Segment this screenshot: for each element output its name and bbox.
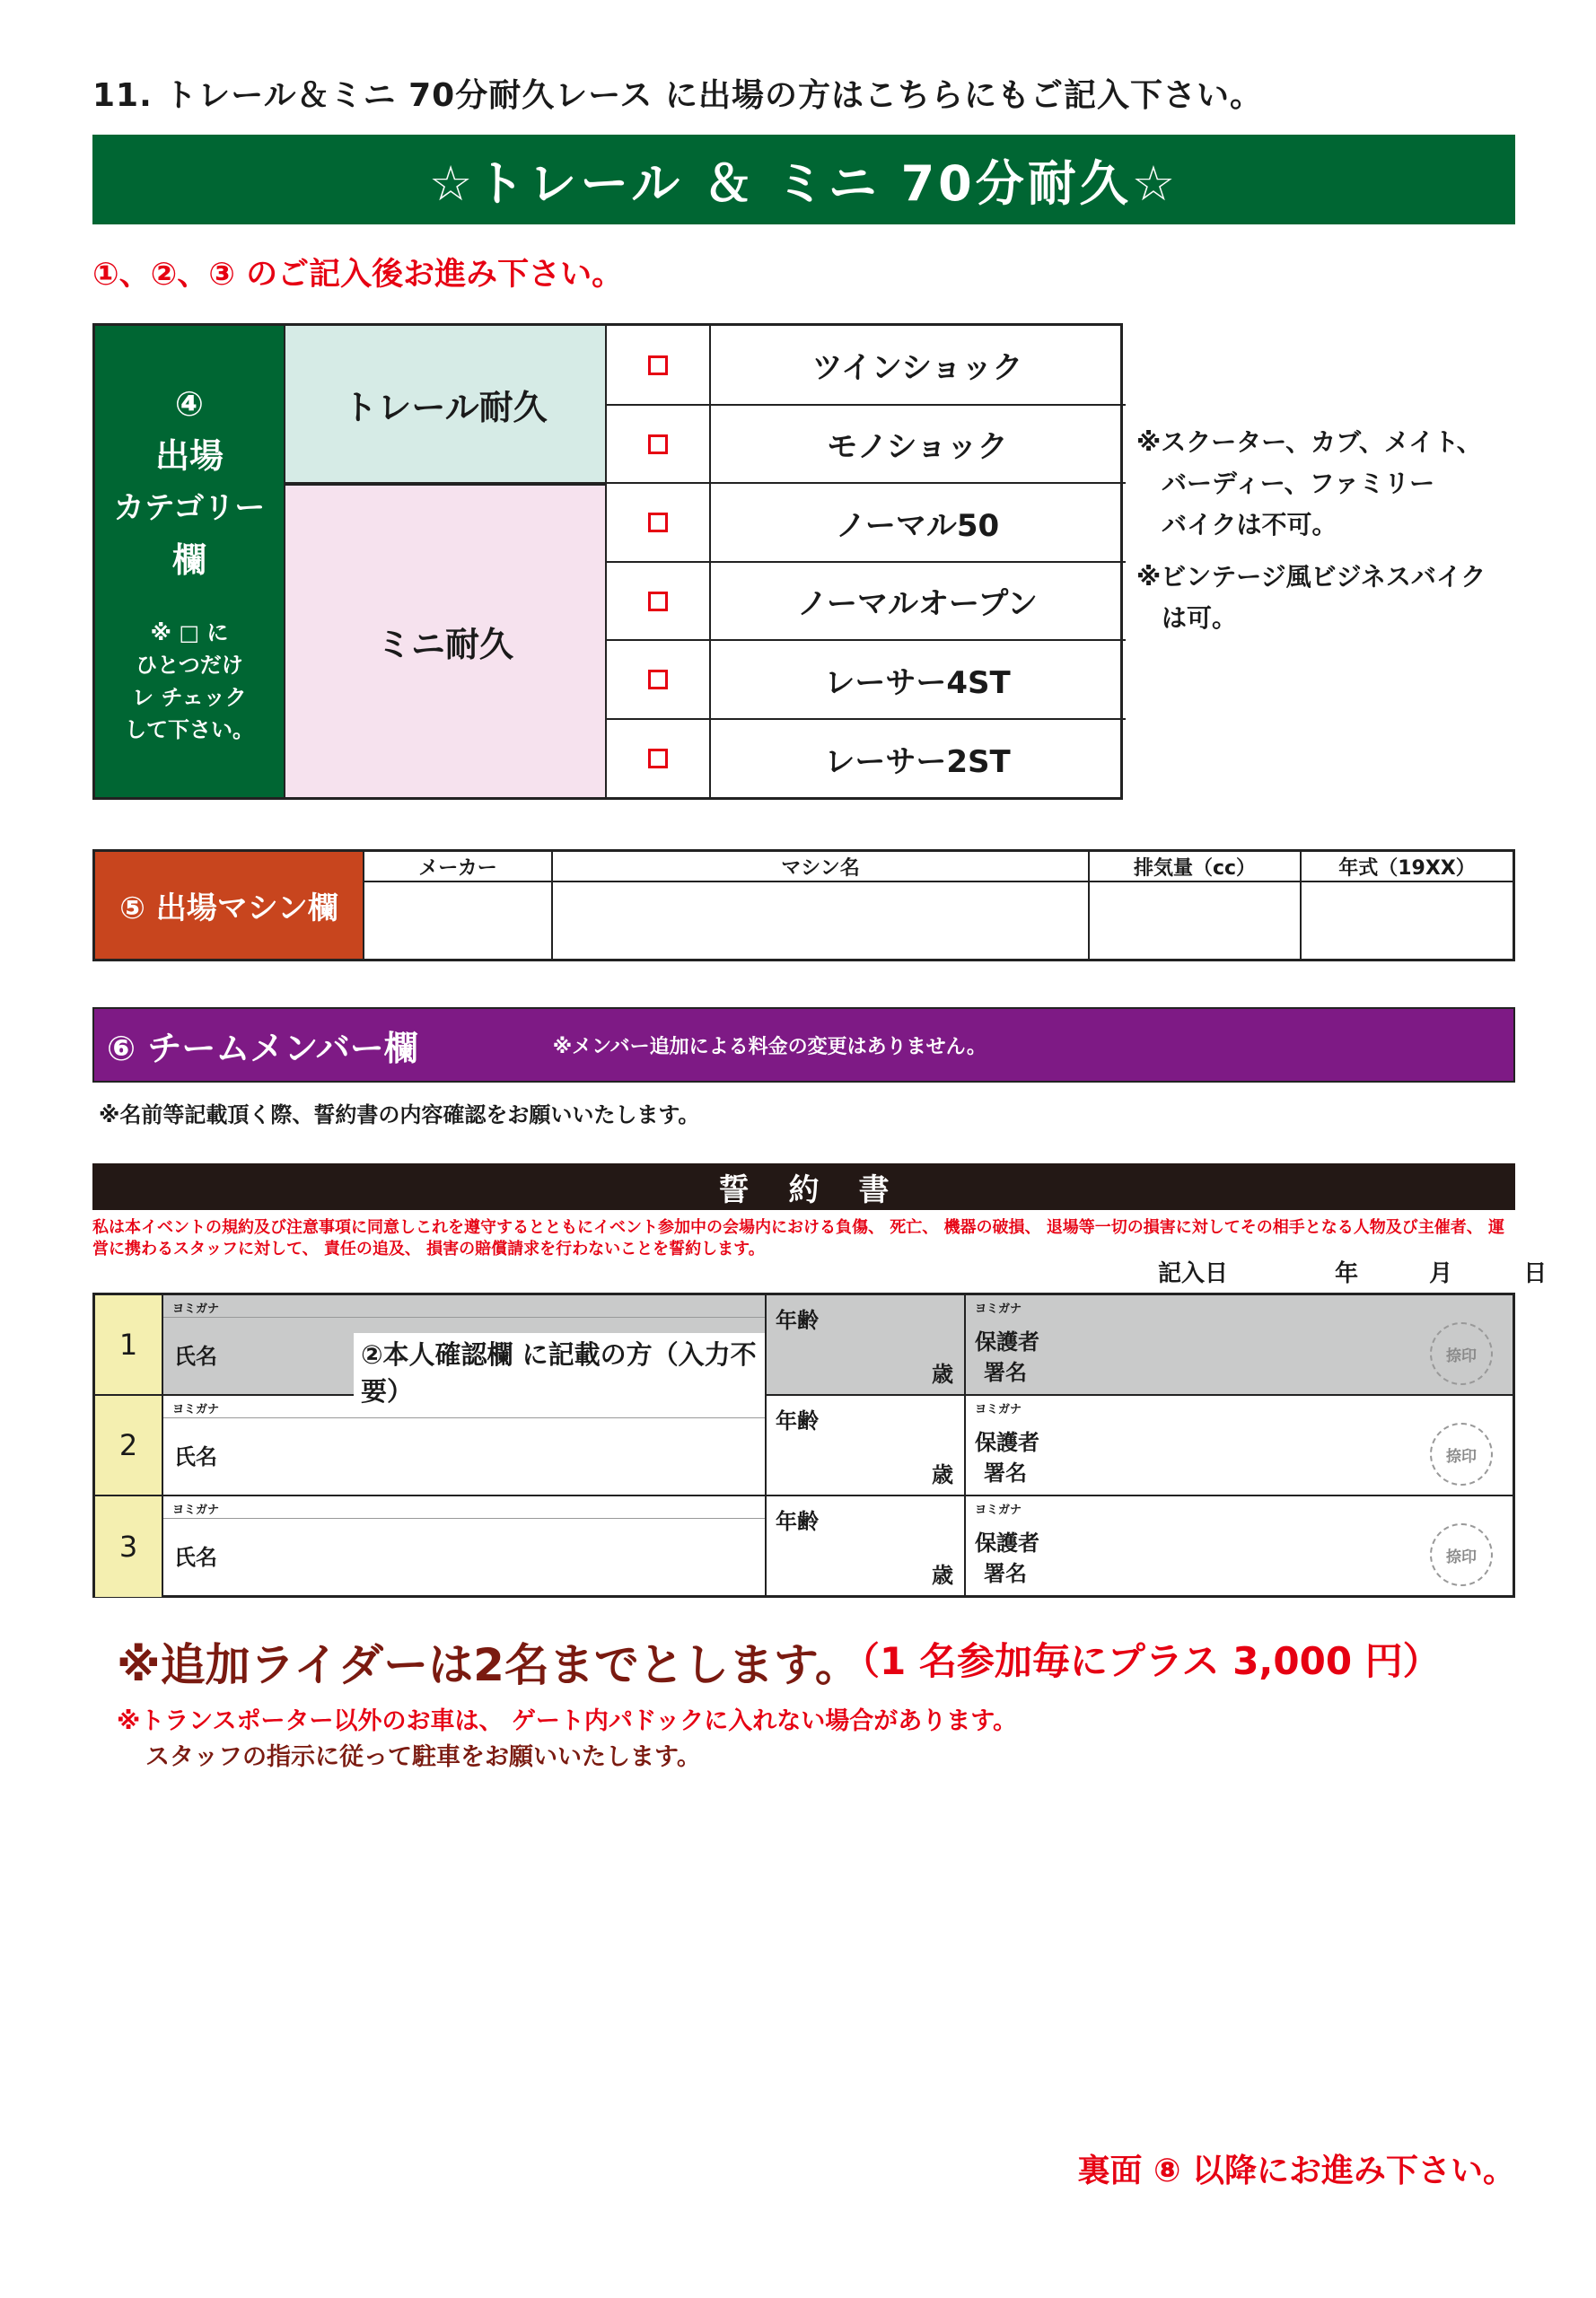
additional-rider-fee: （1 名参加毎にプラス 3,000 円） xyxy=(842,1639,1441,1683)
member-name-field[interactable]: ヨミガナ 氏名 ②本人確認欄 に記載の方（入力不要） xyxy=(163,1295,767,1394)
member-row-3 xyxy=(95,1496,1513,1597)
category-instruction: ※ □ に ひとつだけ レ チェック して下さい。 xyxy=(125,619,254,742)
category-number: ④ xyxy=(174,383,205,424)
guardian-signature-field[interactable]: ヨミガナ 保護者 署名 捺印 xyxy=(966,1396,1513,1495)
option-checkbox-3[interactable] xyxy=(607,482,711,563)
self-confirmation-note: ②本人確認欄 に記載の方（入力不要） xyxy=(354,1333,765,1410)
pledge-text: 私は本イベントの規約及び注意事項に同意しこれを遵守するとともにイベント参加中の会場内における負傷、 死亡、 機器の破損、 退場等一切の損害に対してその相手となる人物及び主催者、 運営に携わるスタッフに対して、 責任の追及、 損害の賠償請求を行わないことを誓約します。 xyxy=(92,1218,1505,1259)
category-title-1: 出場 xyxy=(154,435,224,476)
category-title-3: 欄 xyxy=(171,539,206,580)
option-checkbox-1[interactable] xyxy=(607,326,711,406)
continue-on-back-note: 裏面 ⑧ 以降にお進み下さい。 xyxy=(1077,2153,1515,2189)
member-age-field[interactable]: 年齢 歳 xyxy=(767,1295,966,1394)
additional-rider-limit: ※追加ライダーは2名までとします。 xyxy=(117,1639,860,1691)
machine-header: ⑤ 出場マシン欄 xyxy=(95,852,364,959)
option-label-2: モノショック xyxy=(709,404,1126,484)
member-row-2 xyxy=(95,1396,1513,1496)
machine-table xyxy=(92,849,1515,961)
guardian-signature-field[interactable]: ヨミガナ 保護者 署名 捺印 xyxy=(966,1496,1513,1597)
category-header xyxy=(95,326,285,797)
member-row-1 xyxy=(95,1295,1513,1407)
member-table xyxy=(92,1293,1515,1598)
option-label-5: レーサー4ST xyxy=(709,639,1126,720)
option-label-1: ツインショック xyxy=(709,326,1126,406)
member-number: 3 xyxy=(95,1496,163,1597)
option-label-4: ノーマルオープン xyxy=(709,561,1126,641)
option-checkbox-6[interactable] xyxy=(607,718,711,797)
pledge-title: 誓約書 xyxy=(92,1163,1515,1210)
mini-endurance-label: ミニ耐久 xyxy=(285,484,607,797)
displacement-field[interactable]: 排気量（cc） xyxy=(1090,852,1302,959)
team-member-header xyxy=(92,1007,1515,1083)
member-number: 2 xyxy=(95,1396,163,1495)
model-year-field[interactable]: 年式（19XX） xyxy=(1302,852,1513,959)
member-number: 1 xyxy=(95,1295,163,1394)
member-name-field[interactable]: ヨミガナ 氏名 xyxy=(163,1396,767,1495)
option-checkbox-4[interactable] xyxy=(607,561,711,641)
seal-stamp-icon: 捺印 xyxy=(1430,1423,1493,1486)
maker-field[interactable]: メーカー xyxy=(364,852,553,959)
option-label-3: ノーマル50 xyxy=(709,482,1126,563)
trail-endurance-label: トレール耐久 xyxy=(285,326,607,484)
section-heading: 11. トレール＆ミニ 70分耐久レース に出場の方はこちらにもご記入下さい。 xyxy=(92,77,1263,114)
name-entry-note: ※名前等記載頂く際、誓約書の内容確認をお願いいたします。 xyxy=(99,1102,700,1127)
team-note: ※メンバー追加による料金の変更はありません。 xyxy=(552,1035,987,1058)
category-side-notes: ※スクーター、カブ、メイト、 バーディー、ファミリー バイクは不可。 ※ビンテージ風ビジネスバイク は可。 xyxy=(1136,427,1486,633)
prerequisite-note: ①、②、③ のご記入後お進み下さい。 xyxy=(92,257,624,293)
option-label-6: レーサー2ST xyxy=(709,718,1126,797)
entry-date[interactable]: 記入日 年 月 日 xyxy=(1158,1260,1548,1287)
machine-name-field[interactable]: マシン名 xyxy=(553,852,1090,959)
parking-notes: ※トランスポーター以外のお車は、 ゲート内パドックに入れない場合があります。 スタッフの指示に従って駐車をお願いいたします。 xyxy=(117,1707,1018,1771)
seal-stamp-icon: 捺印 xyxy=(1430,1322,1493,1385)
seal-stamp-icon: 捺印 xyxy=(1430,1523,1493,1586)
option-checkbox-2[interactable] xyxy=(607,404,711,484)
category-table xyxy=(92,323,1123,800)
member-age-field[interactable]: 年齢 歳 xyxy=(767,1496,966,1597)
member-age-field[interactable]: 年齢 歳 xyxy=(767,1396,966,1495)
guardian-signature-field[interactable]: ヨミガナ 保護者 署名 捺印 xyxy=(966,1295,1513,1394)
member-name-field[interactable]: ヨミガナ 氏名 xyxy=(163,1496,767,1597)
team-title: ⑥ チームメンバー欄 xyxy=(107,1028,418,1068)
option-checkbox-5[interactable] xyxy=(607,639,711,720)
race-banner: ☆トレール ＆ ミニ 70分耐久☆ xyxy=(92,135,1515,224)
category-title-2: カテゴリー xyxy=(113,489,266,526)
